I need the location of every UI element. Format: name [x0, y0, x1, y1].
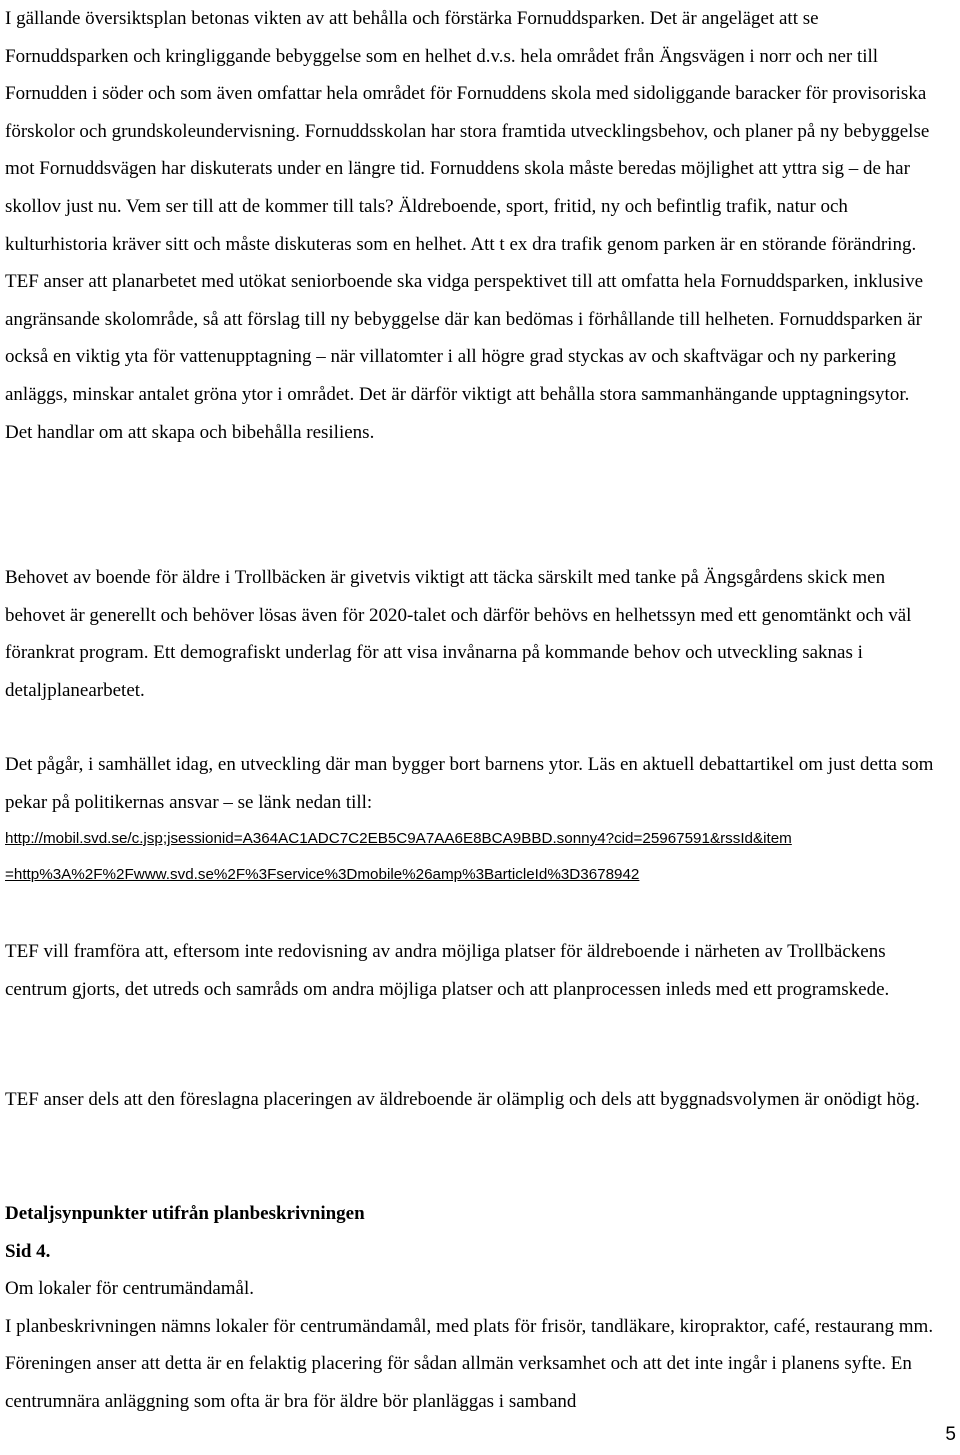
section-heading: Detaljsynpunkter utifrån planbeskrivningen — [5, 1203, 365, 1224]
section-body-text: I planbeskrivningen nämns lokaler för centrumändamål, med plats för frisör, tandläkare, kiropraktor, café, restaurang mm. Föreningen anser att detta är en felaktig placering för sådan allmän verksamhet och att det inte ingår i planens syfte. En centrumnära anläggning som ofta är bra för äldre bör planläggas i samband — [5, 1315, 934, 1412]
debate-article-link-line-2[interactable]: =http%3A%2F%2Fwww.svd.se%2F%3Fservice%3Dmobile%26amp%3BarticleId%3D3678942 — [5, 866, 640, 883]
debate-article-link-line-1[interactable]: http://mobil.svd.se/c.jsp;jsessionid=A364AC1ADC7C2EB5C9A7AA6E8BCA9BBD.sonny4?cid=25967591&rssId&item — [5, 830, 792, 847]
section-page-reference: Sid 4. — [5, 1240, 51, 1262]
section-subtitle: Om lokaler för centrumändamål. — [5, 1278, 255, 1300]
page-number: 5 — [945, 1424, 956, 1445]
paragraph-andra-platser: TEF vill framföra att, eftersom inte redovisning av andra möjliga platser för äldreboende i närheten av Trollbäckens centrum gjorts, det utreds och samråds om andra möjliga platser och att planprocessen inleds med ett programskede. — [5, 941, 890, 1000]
paragraph-fornuddsparken: I gällande översiktsplan betonas vikten av att behålla och förstärka Fornuddsparken. Det är angeläget att se Fornuddsparken och kringliggande bebyggelse som en helhet d.v.s. hela området från Ängsvägen i norr och ner till Fornudden i söder och som även omfattar hela området för Fornuddens skola med sidoliggande baracker för provisoriska förskolor och grundskoleundervisning. Fornuddsskolan har stora framtida utvecklingsbehov, och planer på ny bebyggelse mot Fornuddsvägen har diskuterats under en längre tid. Fornuddens skola måste beredas möjlighet att yttra sig – de har skollov just nu. Vem ser till att de kommer till tals? Äldreboende, sport, fritid, ny och befintlig trafik, natur och kulturhistoria kräver sitt och måste diskuteras som en helhet. Att t ex dra trafik genom parken är en störande förändring. TEF anser att planarbetet med utökat seniorboende ska vidga perspektivet till att omfatta hela Fornuddsparken, inklusive angränsande skolområde, så att förslag till ny bebyggelse där kan bedömas i förhållande till helheten. Fornuddsparken är också en viktig yta för vattenupptagning – när villatomter i all högre grad styckas av och skaftvägar och ny parkering anläggs, minskar antalet gröna ytor i området. Det är därför viktigt att behålla stora sammanhängande upptagningsytor. Det handlar om att skapa och bibehålla resiliens. — [5, 8, 930, 443]
detail-comments-section — [5, 1195, 940, 1421]
paragraph-barnens-ytor: Det pågår, i samhället idag, en utveckling där man bygger bort barnens ytor. Läs en aktuell debattartikel om just detta som pekar på politikernas ansvar – se länk nedan till: — [5, 754, 934, 813]
paragraph-aldreboende-behov: Behovet av boende för äldre i Trollbäcken är givetvis viktigt att täcka särskilt med tanke på Ängsgårdens skick men behovet är generellt och behöver lösas även för 2020-talet och därför behövs en helhetssyn med ett genomtänkt och väl förankrat program. Ett demografiskt underlag för att visa invånarna på kommande behov och utveckling saknas i detaljplanearbetet. — [5, 567, 912, 701]
paragraph-placering-olamplig: TEF anser dels att den föreslagna placeringen av äldreboende är olämplig och dels att byggnadsvolymen är onödigt hög. — [5, 1089, 920, 1110]
